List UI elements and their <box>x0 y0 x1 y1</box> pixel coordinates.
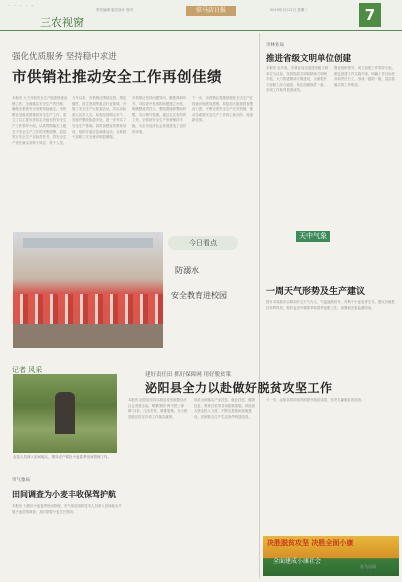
weather-headline: 一周天气形势及生产建议 <box>266 287 366 297</box>
section-title: 三农视窗 <box>40 16 84 29</box>
photo-crowd <box>13 294 163 324</box>
photo-figure <box>55 392 75 434</box>
photo-side-caption-1: 防溺水 <box>175 266 199 275</box>
lead-body-col2: 今年以来，市供销社围绕农资、烟花爆竹、再生资源等重点行业领域，开展了安全生产大检查活动，共出动检查人员多人次，检查经营网点多个，发现并整改隐患多处，进一步夯实了安全生产基础。同时加强宣传教育培训，组织开展应急演练活动，全系统干部职工安全意识明显增强。 <box>72 96 127 140</box>
photo-floor <box>13 324 163 348</box>
poverty-body-3: 下一步，泌阳县将持续巩固提升脱贫成果，坚决打赢脱贫攻坚战。 <box>266 398 365 402</box>
poverty-body-1: 本报讯 泌阳县坚持以脱贫攻坚统揽经济社会发展全局，紧紧围绕“两不愁三保障”目标，压实责任，精准施策，全力推进脱贫攻坚各项工作落实落细。 <box>128 398 188 419</box>
lead-body-col4: 下一步，市供销社将继续强化安全生产红线意识和底线思维，持续加大隐患排查整治力度，不断完善安全生产长效机制，推动全系统安全生产工作再上新台阶，再创新佳绩。 <box>192 96 254 123</box>
page-number: 7 <box>359 3 381 27</box>
weather-section-tag: 天中气象 <box>296 231 330 242</box>
bottom-left-source: 市气象局 <box>12 478 30 483</box>
lead-headline: 市供销社推动安全工作再创佳绩 <box>12 69 222 86</box>
reporter-tag: 记者 风采 <box>12 366 43 374</box>
wheat-photo-caption: 农技人员深入田间地头，指导农户做好小麦春季田间管理工作。 <box>13 455 111 459</box>
right-article-body-2: 强化组织领导，成立创建工作领导小组，制定创建工作实施方案，明确工作目标任务和责任分工，形成一级抓一级、层层抓落实的工作格局。 <box>334 66 396 87</box>
header-dots: · · · · · <box>8 3 35 10</box>
lead-body-col1: 本报讯 大力开展安全生产隐患排查治理工作，全面落实安全生产责任制，确保全系统安全形势持续稳定。市供销社党组高度重视安全生产工作，成立了以主要负责同志为组长的安全生产工作领导小组，认真贯彻落实上级关于安全生产工作的决策部署，层层签订安全生产目标责任书，将安全生产责任落实到每个岗位、每个人员。 <box>12 96 68 145</box>
poverty-body-2: 该县全面落实产业扶贫、就业扶贫、健康扶贫、教育扶贫等各项政策措施，持续加大资金投入力度，不断完善基础设施建设，贫困群众生产生活条件明显改善。 <box>194 398 256 419</box>
today-highlights-badge: 今日看点 <box>168 236 238 250</box>
page-header <box>0 0 402 31</box>
right-article-headline: 推进省级文明单位创建 <box>266 54 352 64</box>
photo-side-caption-2: 安全教育进校园 <box>171 291 227 300</box>
poverty-headline: 泌阳县全力以赴做好脱贫攻坚工作 <box>145 381 333 395</box>
header-editor-line: 责任编辑 版式设计 校对 <box>96 8 134 12</box>
school-safety-photo <box>13 232 163 348</box>
lead-kicker: 强化优质服务 坚持稳中求进 <box>12 52 117 62</box>
ad-slogan: 决胜脱贫攻坚 决胜全面小康 <box>267 539 354 547</box>
lead-body-col3: 市供销社坚持问题导向，聚焦薄弱环节，对检查中发现的问题建立台账，明确整改责任人、整改措施和整改时限，实行销号管理。通过扎实有效的工作，全系统安全生产形势保持平稳，为全市经济社会发展营造了良好的环境。 <box>132 96 187 134</box>
bottom-left-body: 本报讯 为做好小麦春季田间管理，市气象局组织技术人员深入田间地头开展小麦苗情调查，及时掌握小麦生长情况。 <box>12 504 122 514</box>
right-article-source: 市林业局 <box>266 43 284 48</box>
photo-banner <box>23 238 153 248</box>
column-divider <box>259 33 260 578</box>
right-article-body-1: 本报讯 近年来，市林业局以创建省级文明单位为目标，坚持物质文明和精神文明两手抓，大力推进精神文明建设，全面提升干部职工综合素质，单位面貌焕然一新，各项工作取得显著成效。 <box>266 66 329 93</box>
header-date: 2019年3月12日 星期二 <box>270 8 308 12</box>
poverty-kicker: 建好责任田 抓好保障网 用好脱贫策 <box>145 372 231 378</box>
wheat-field-photo <box>13 374 117 453</box>
weather-body: 预计本周我市以晴到多云天气为主，气温逐渐回升，有利于小麦返青生长。建议各地抓住有利时机，做好麦田中耕除草和春季追肥工作，加强病虫害监测防治。 <box>266 300 395 310</box>
poverty-ad-banner <box>263 536 399 576</box>
newspaper-logo: 驻马店日报 <box>186 6 236 16</box>
site-watermark: 驻马店网 <box>360 564 376 569</box>
bottom-left-headline: 田间调查为小麦丰收保驾护航 <box>12 489 116 499</box>
ad-subline: 全面建成小康社会 <box>273 558 322 565</box>
